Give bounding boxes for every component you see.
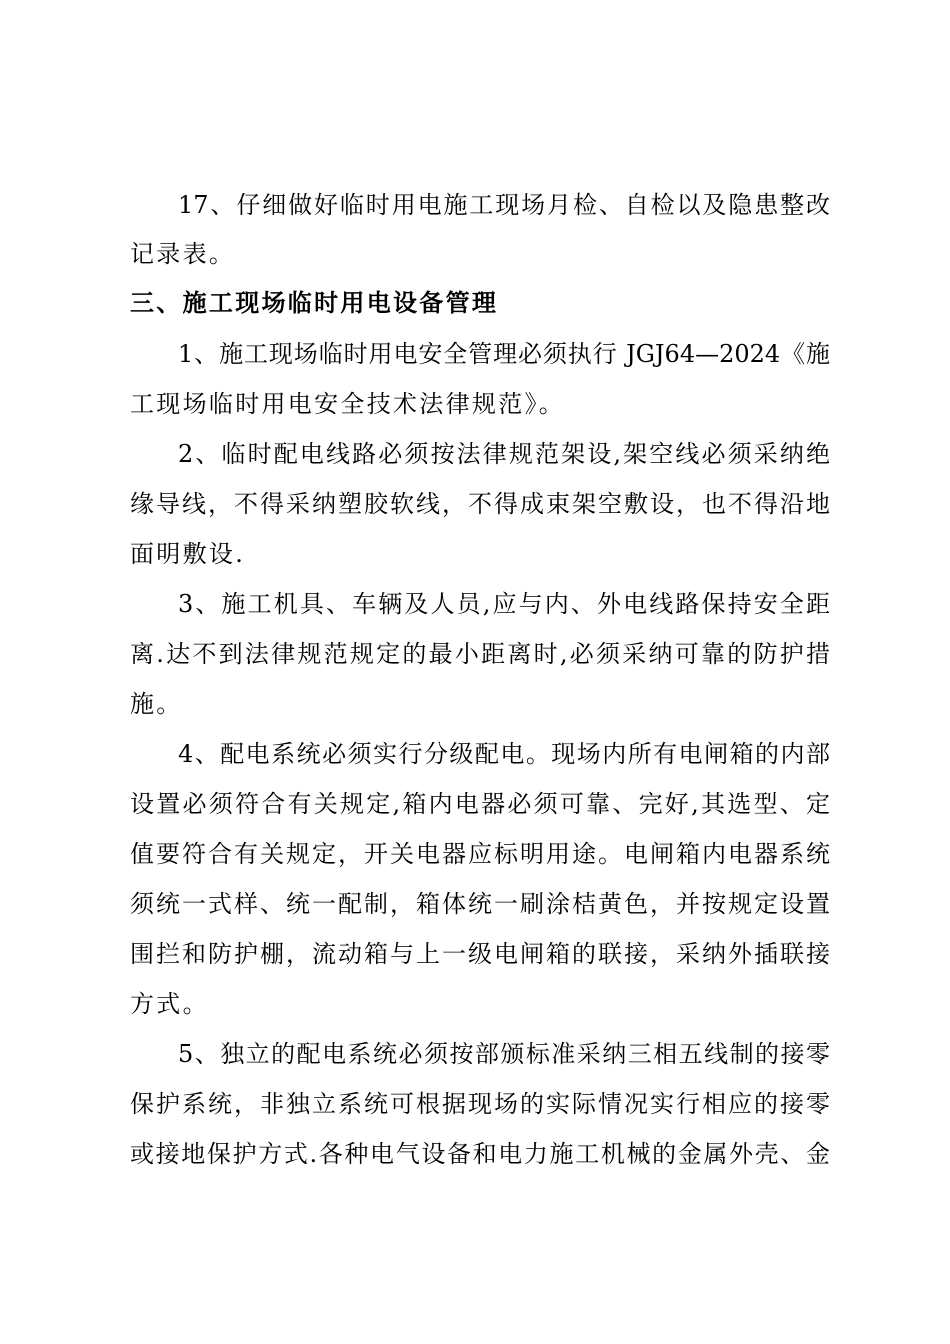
paragraph-4-line-3: 值要符合有关规定，开关电器应标明用途。电闸箱内电器系统 (130, 840, 830, 868)
paragraph-5-line-1: 5、独立的配电系统必须按部颁标准采纳三相五线制的接零 (178, 1040, 830, 1068)
paragraph-4-line-4: 须统一式样、统一配制，箱体统一刷涂桔黄色，并按规定设置 (130, 890, 830, 918)
paragraph-5-line-2: 保护系统，非独立系统可根据现场的实际情况实行相应的接零 (130, 1090, 830, 1118)
paragraph-5-line-3: 或接地保护方式.各种电气设备和电力施工机械的金属外壳、金 (130, 1140, 830, 1168)
paragraph-1-line-2: 工现场临时用电安全技术法律规范》。 (130, 390, 566, 418)
paragraph-3-line-1: 3、施工机具、车辆及人员,应与内、外电线路保持安全距 (178, 590, 830, 618)
paragraph-2-line-3: 面明敷设. (130, 540, 246, 568)
paragraph-17-line-2: 记录表。 (130, 240, 236, 268)
paragraph-1-line-1: 1、施工现场临时用电安全管理必须执行 JGJ64—2024《施 (178, 340, 830, 368)
paragraph-2-line-2: 缘导线，不得采纳塑胶软线，不得成束架空敷设，也不得沿地 (130, 490, 830, 518)
paragraph-2-line-1: 2、临时配电线路必须按法律规范架设,架空线必须采纳绝 (178, 440, 830, 468)
paragraph-3-line-3: 施。 (130, 690, 183, 718)
paragraph-4-line-6: 方式。 (130, 990, 209, 1018)
paragraph-4-line-2: 设置必须符合有关规定,箱内电器必须可靠、完好,其选型、定 (130, 790, 830, 818)
paragraph-17-line-1: 17、仔细做好临时用电施工现场月检、自检以及隐患整改 (178, 191, 830, 219)
paragraph-4-line-1: 4、配电系统必须实行分级配电。现场内所有电闸箱的内部 (178, 740, 830, 768)
paragraph-3-line-2: 离.达不到法律规范规定的最小距离时,必须采纳可靠的防护措 (130, 640, 830, 668)
section-heading: 三、施工现场临时用电设备管理 (130, 288, 499, 317)
paragraph-4-line-5: 围拦和防护棚，流动箱与上一级电闸箱的联接，采纳外插联接 (130, 940, 830, 968)
